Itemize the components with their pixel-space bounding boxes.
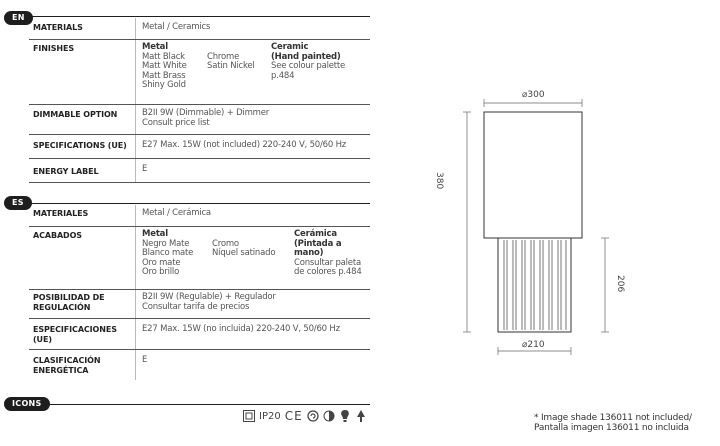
value-specs-es: E27 Max. 15W (no incluida) 220-240 V, 50/60 Hz [142, 324, 340, 334]
finish-item: Blanco mate [142, 248, 194, 258]
dim-value: 206 [615, 275, 625, 293]
row-divider [135, 290, 136, 318]
finishes-ceramic-header-es: mano) [294, 248, 324, 258]
finish-item: Chrome [207, 51, 240, 62]
label-line: POSIBILIDAD DE [33, 293, 105, 302]
dim-base-diameter [522, 340, 545, 350]
row-materials-es [29, 205, 370, 227]
row-specs-en [29, 135, 370, 159]
row-divider [135, 319, 136, 349]
finishes-ceramic-col-en [271, 43, 345, 81]
label-line: (UE) [33, 335, 52, 344]
row-dimmable-es [29, 290, 370, 319]
label-finishes-es: ACABADOS [33, 231, 82, 240]
finishes-metal-col2-es [212, 240, 275, 259]
label-line: ESPECIFICACIONES [33, 325, 117, 334]
lamp-base-flutes [504, 240, 566, 330]
class-ii-icon [243, 409, 255, 423]
section-rule-es [29, 203, 370, 204]
row-materials-en [29, 18, 370, 40]
finish-item: p.484 [271, 70, 295, 81]
label-materials-es: MATERIALES [33, 209, 89, 218]
row-divider [135, 105, 136, 134]
value-materials-es: Metal / Cerámica [142, 208, 211, 218]
finish-item: Cromo [212, 238, 239, 249]
row-finishes-en [29, 40, 370, 105]
section-rule-icons [45, 404, 370, 405]
section-tag-en: EN [4, 11, 33, 25]
lamp-shade [484, 112, 582, 238]
dimmable-line: Consultar tarifa de precios [142, 301, 250, 312]
label-line: REGULACIÓN [33, 303, 91, 312]
finish-item: Oro brillo [142, 267, 180, 277]
bulb-icon [339, 409, 351, 423]
row-divider [135, 18, 136, 39]
label-specs-en: SPECIFICATIONS (UE) [33, 141, 127, 150]
dim-value: 380 [434, 172, 444, 190]
value-energy-es: E [142, 355, 148, 365]
diameter-symbol: ⌀ [522, 90, 528, 100]
value-specs-en: E27 Max. 15W (not included) 220-240 V, 50/60 Hz [142, 140, 347, 150]
label-finishes-en: FINISHES [33, 44, 74, 53]
label-materials-en: MATERIALS [33, 23, 83, 32]
row-dimmable-en [29, 105, 370, 135]
row-divider [135, 135, 136, 158]
row-divider [135, 350, 136, 380]
dimmable-icon [323, 409, 335, 423]
section-tag-es: ES [4, 196, 32, 210]
finish-item: Matt White [142, 61, 187, 71]
finish-item: Consultar paleta [294, 257, 361, 268]
label-energy-en: ENERGY LABEL [33, 167, 99, 176]
top-dimension-line [484, 99, 582, 107]
value-energy-en: E [142, 164, 148, 174]
finishes-metal-header-en: Metal [142, 42, 168, 52]
left-height-line [463, 112, 471, 332]
finishes-ceramic-header-es: (Pintada a [294, 238, 342, 249]
finishes-ceramic-header-en: (Hand painted) [271, 51, 341, 62]
row-energy-en [29, 159, 370, 183]
lamp-base [498, 238, 571, 332]
finish-item: Negro Mate [142, 238, 190, 249]
row-specs-es [29, 319, 370, 350]
finish-item: Matt Black [142, 51, 185, 62]
certification-icons [243, 409, 367, 423]
finishes-ceramic-header-es: Cerámica [294, 229, 337, 239]
value-dimmable-es [142, 293, 370, 312]
dim-shade-diameter [522, 90, 545, 100]
row-energy-es [29, 350, 370, 380]
dim-value: 210 [527, 340, 545, 350]
label-dimmable-en: DIMMABLE OPTION [33, 110, 118, 119]
dim-value: 300 [527, 90, 545, 100]
value-dimmable-en [142, 109, 370, 128]
note-line: * Image shade 136011 not included/ [534, 413, 692, 423]
dim-total-height [434, 172, 444, 189]
finish-item: Matt Brass [142, 70, 186, 81]
dimmable-line: B2II 9W (Regulable) + Regulador [142, 292, 276, 302]
finish-item: Shiny Gold [142, 80, 186, 90]
label-line: CLASIFICACIÓN [33, 356, 101, 365]
ce-mark-icon: CE [284, 409, 303, 423]
row-divider [135, 40, 136, 104]
finishes-ceramic-header-en: Ceramic [271, 42, 309, 52]
finish-item: Satin Nickel [207, 61, 255, 71]
row-finishes-es [29, 227, 370, 290]
note-line: Pantalla imagen 136011 no incluida [534, 423, 689, 433]
value-materials-en: Metal / Ceramics [142, 22, 211, 32]
row-divider [135, 159, 136, 182]
recycle-icon [307, 409, 319, 423]
label-line: ENERGÉTICA [33, 366, 89, 375]
finishes-metal-col2-en [207, 53, 255, 72]
finishes-metal-header-es: Metal [142, 229, 168, 239]
label-energy-es [33, 356, 137, 376]
finishes-ceramic-col-es [294, 230, 362, 278]
finish-item: Oro mate [142, 257, 181, 268]
energy-icon [355, 409, 367, 423]
finish-item: de colores p.484 [294, 267, 362, 277]
ip-rating-text: IP20 [259, 410, 281, 422]
diameter-symbol: ⌀ [522, 340, 528, 350]
finish-item: Níquel satinado [212, 248, 276, 258]
dimmable-line: B2II 9W (Dimmable) + Dimmer [142, 108, 270, 118]
section-rule-en [29, 16, 370, 17]
finishes-metal-col1-en [142, 43, 187, 91]
image-shade-note [534, 413, 692, 433]
label-dimmable-es [33, 293, 137, 313]
dim-base-height [615, 275, 625, 292]
finishes-metal-col1-es [142, 230, 193, 278]
label-specs-es [33, 325, 137, 345]
row-divider [135, 227, 136, 289]
finish-item: See colour palette [271, 61, 346, 71]
section-tag-icons: ICONS [4, 397, 50, 411]
row-divider [135, 205, 136, 226]
right-height-line [601, 238, 609, 332]
dimmable-line: Consult price list [142, 117, 210, 128]
